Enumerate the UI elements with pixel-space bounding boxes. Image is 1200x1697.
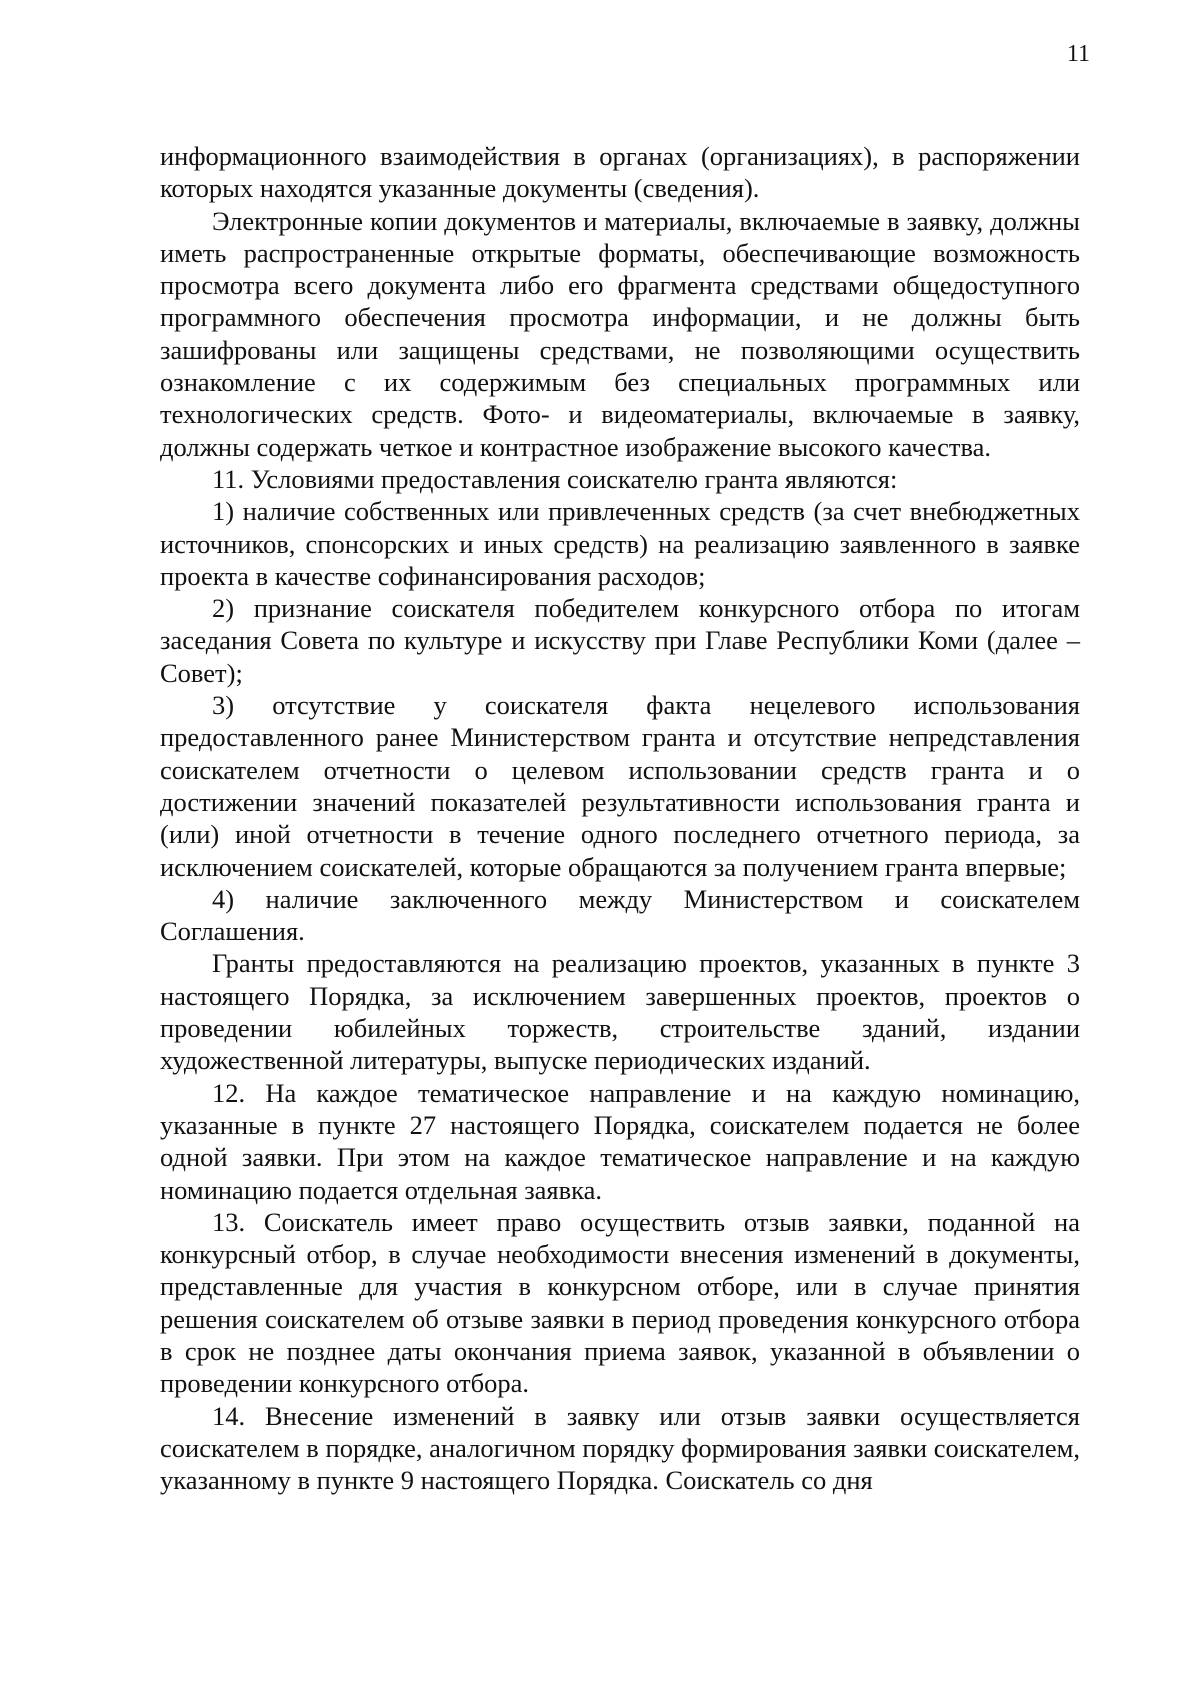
- paragraph-condition-3: 3) отсутствие у соискателя факта нецелевого использования предоставленного ранее Министерством гранта и отсутствие непредставления соискателем отчетности о целевом использовании средств гранта и о достижении значений показателей результативности использования гранта и (или) иной отчетности в течение одного последнего отчетного периода, за исключением соискателей, которые обращаются за получением гранта впервые;: [160, 690, 1080, 882]
- paragraph-grants: Гранты предоставляются на реализацию проектов, указанных в пункте 3 настоящего Порядка, за исключением завершенных проектов, проектов о проведении юбилейных торжеств, строительстве зданий, издании художественной литературы, выпуске периодических изданий.: [160, 948, 1080, 1076]
- paragraph-14: 14. Внесение изменений в заявку или отзыв заявки осуществляется соискателем в порядке, аналогичном порядку формирования заявки соискателем, указанному в пункте 9 настоящего Порядка. Соискатель со дня: [160, 1400, 1080, 1496]
- paragraph-continuation: информационного взаимодействия в органах (организациях), в распоряжении которых находятся указанные документы (сведения).: [160, 141, 1080, 204]
- paragraph-11-conditions: 11. Условиями предоставления соискателю гранта являются:: [212, 463, 898, 494]
- paragraph-condition-2: 2) признание соискателя победителем конкурсного отбора по итогам заседания Совета по культуре и искусству при Главе Республики Коми (далее – Совет);: [160, 593, 1080, 688]
- document-body: [160, 140, 1080, 1496]
- paragraph-condition-1: 1) наличие собственных или привлеченных средств (за счет внебюджетных источников, спонсорских и иных средств) на реализацию заявленного в заявке проекта в качестве софинансирования расходов;: [160, 496, 1080, 591]
- paragraph-13: 13. Соискатель имеет право осуществить отзыв заявки, поданной на конкурсный отбор, в случае необходимости внесения изменений в документы, представленные для участия в конкурсном отборе, или в случае принятия решения соискателем об отзыве заявки в период проведения конкурсного отбора в срок не позднее даты окончания приема заявок, указанной в объявлении о проведении конкурсного отбора.: [160, 1206, 1080, 1399]
- paragraph-electronic-copies: Электронные копии документов и материалы, включаемые в заявку, должны иметь распространенные открытые форматы, обеспечивающие возможность просмотра всего документа либо его фрагмента средствами общедоступного программного обеспечения просмотра информации, и не должны быть зашифрованы или защищены средствами, не позволяющими осуществить ознакомление с их содержимым без специальных программных или технологических средств. Фото- и видеоматериалы, включаемые в заявку, должны содержать четкое и контрастное изображение высокого качества.: [160, 205, 1080, 462]
- paragraph-12: 12. На каждое тематическое направление и на каждую номинацию, указанные в пункте 27 настоящего Порядка, соискателем подается не более одной заявки. При этом на каждое тематическое направление и на каждую номинацию подается отдельная заявка.: [160, 1077, 1080, 1205]
- page-number: 11: [1066, 41, 1090, 67]
- paragraph-condition-4: 4) наличие заключенного между Министерством и соискателем Соглашения.: [160, 883, 1080, 947]
